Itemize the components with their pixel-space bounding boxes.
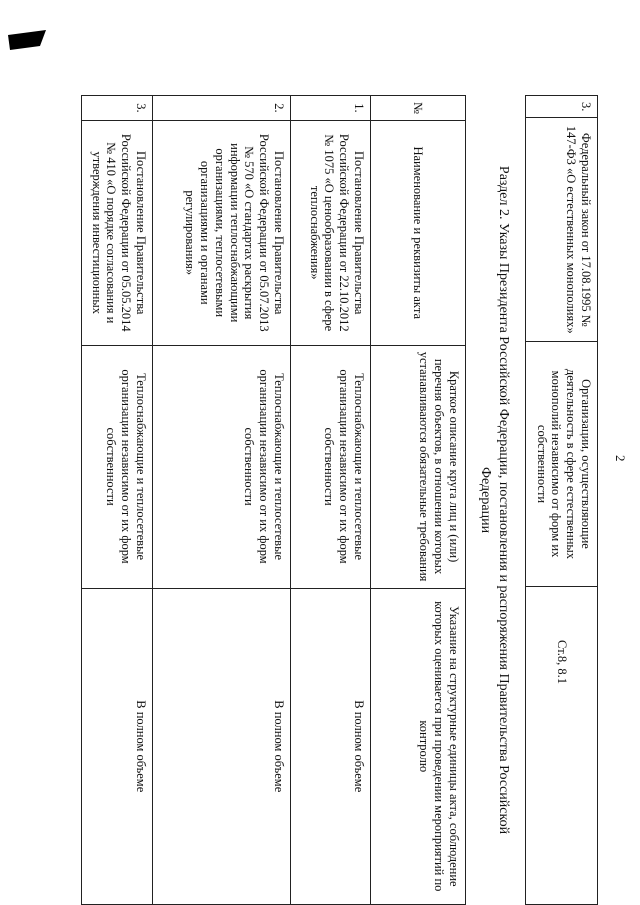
table-row	[526, 96, 598, 905]
header-subjects: Краткое описание круга лиц и (или) перечня объектов, в отношении которых устанавливаются обязательные требования	[371, 345, 466, 588]
acts-table	[81, 95, 466, 905]
row-number: 3.	[526, 96, 598, 118]
structural-units: Ст.8, 8.1	[526, 586, 598, 737]
table-row	[153, 96, 291, 905]
subjects-description: Теплоснабжающие и теплосетевые организации независимо от их форм собственности	[291, 345, 371, 588]
row-number: 3.	[134, 103, 148, 113]
page-number: 2	[613, 455, 628, 462]
continued-table	[525, 95, 598, 905]
header-num: №	[371, 96, 466, 121]
header-structural-units: Указание на структурные единицы акта, соблюдение которых оценивается при проведении мероприятий по контролю	[371, 588, 466, 904]
act-name: Постановление Правительства Российской Федерации от 05.05.2014 № 410 «О порядке согласования и утверждения инвестиционных	[89, 133, 148, 332]
header-act: Наименование и реквизиты акта	[371, 120, 466, 345]
act-name: Постановление Правительства Российской Федерации от 05.07.2013 № 570 «О стандартах раскрытия информации теплоснабжающими организациями, теплосетевыми организациями и органами регулирования»	[153, 120, 291, 345]
table-row	[291, 96, 371, 905]
act-name: Федеральный закон от 17.08.1995 № 147-ФЗ «О естественных монополиях»	[526, 118, 598, 342]
header-row	[371, 96, 466, 905]
row-number: 1.	[291, 96, 371, 121]
structural-units: В полном объеме	[134, 700, 148, 793]
structural-units: В полном объеме	[291, 588, 371, 904]
empty-cell	[526, 737, 598, 904]
structural-units: В полном объеме	[153, 588, 291, 904]
section-title: Раздел 2. Указы Президента Российской Федерации, постановления и распоряжения Правительства Российской Федерации	[478, 165, 511, 835]
subjects-description: Теплоснабжающие и теплосетевые организации независимо от их форм собственности	[153, 345, 291, 588]
subjects-description: Теплоснабжающие и теплосетевые организации независимо от их форм собственности	[104, 369, 148, 564]
subjects-description: Организации, осуществляющие деятельность в сфере естественных монополий независимо от форм их собственности	[526, 342, 598, 587]
act-name: Постановление Правительства Российской Федерации от 22.10.2012 № 1075 «О ценообразовании в сфере теплоснабжения»	[291, 120, 371, 345]
row-number: 2.	[153, 96, 291, 121]
table-row	[82, 96, 153, 905]
